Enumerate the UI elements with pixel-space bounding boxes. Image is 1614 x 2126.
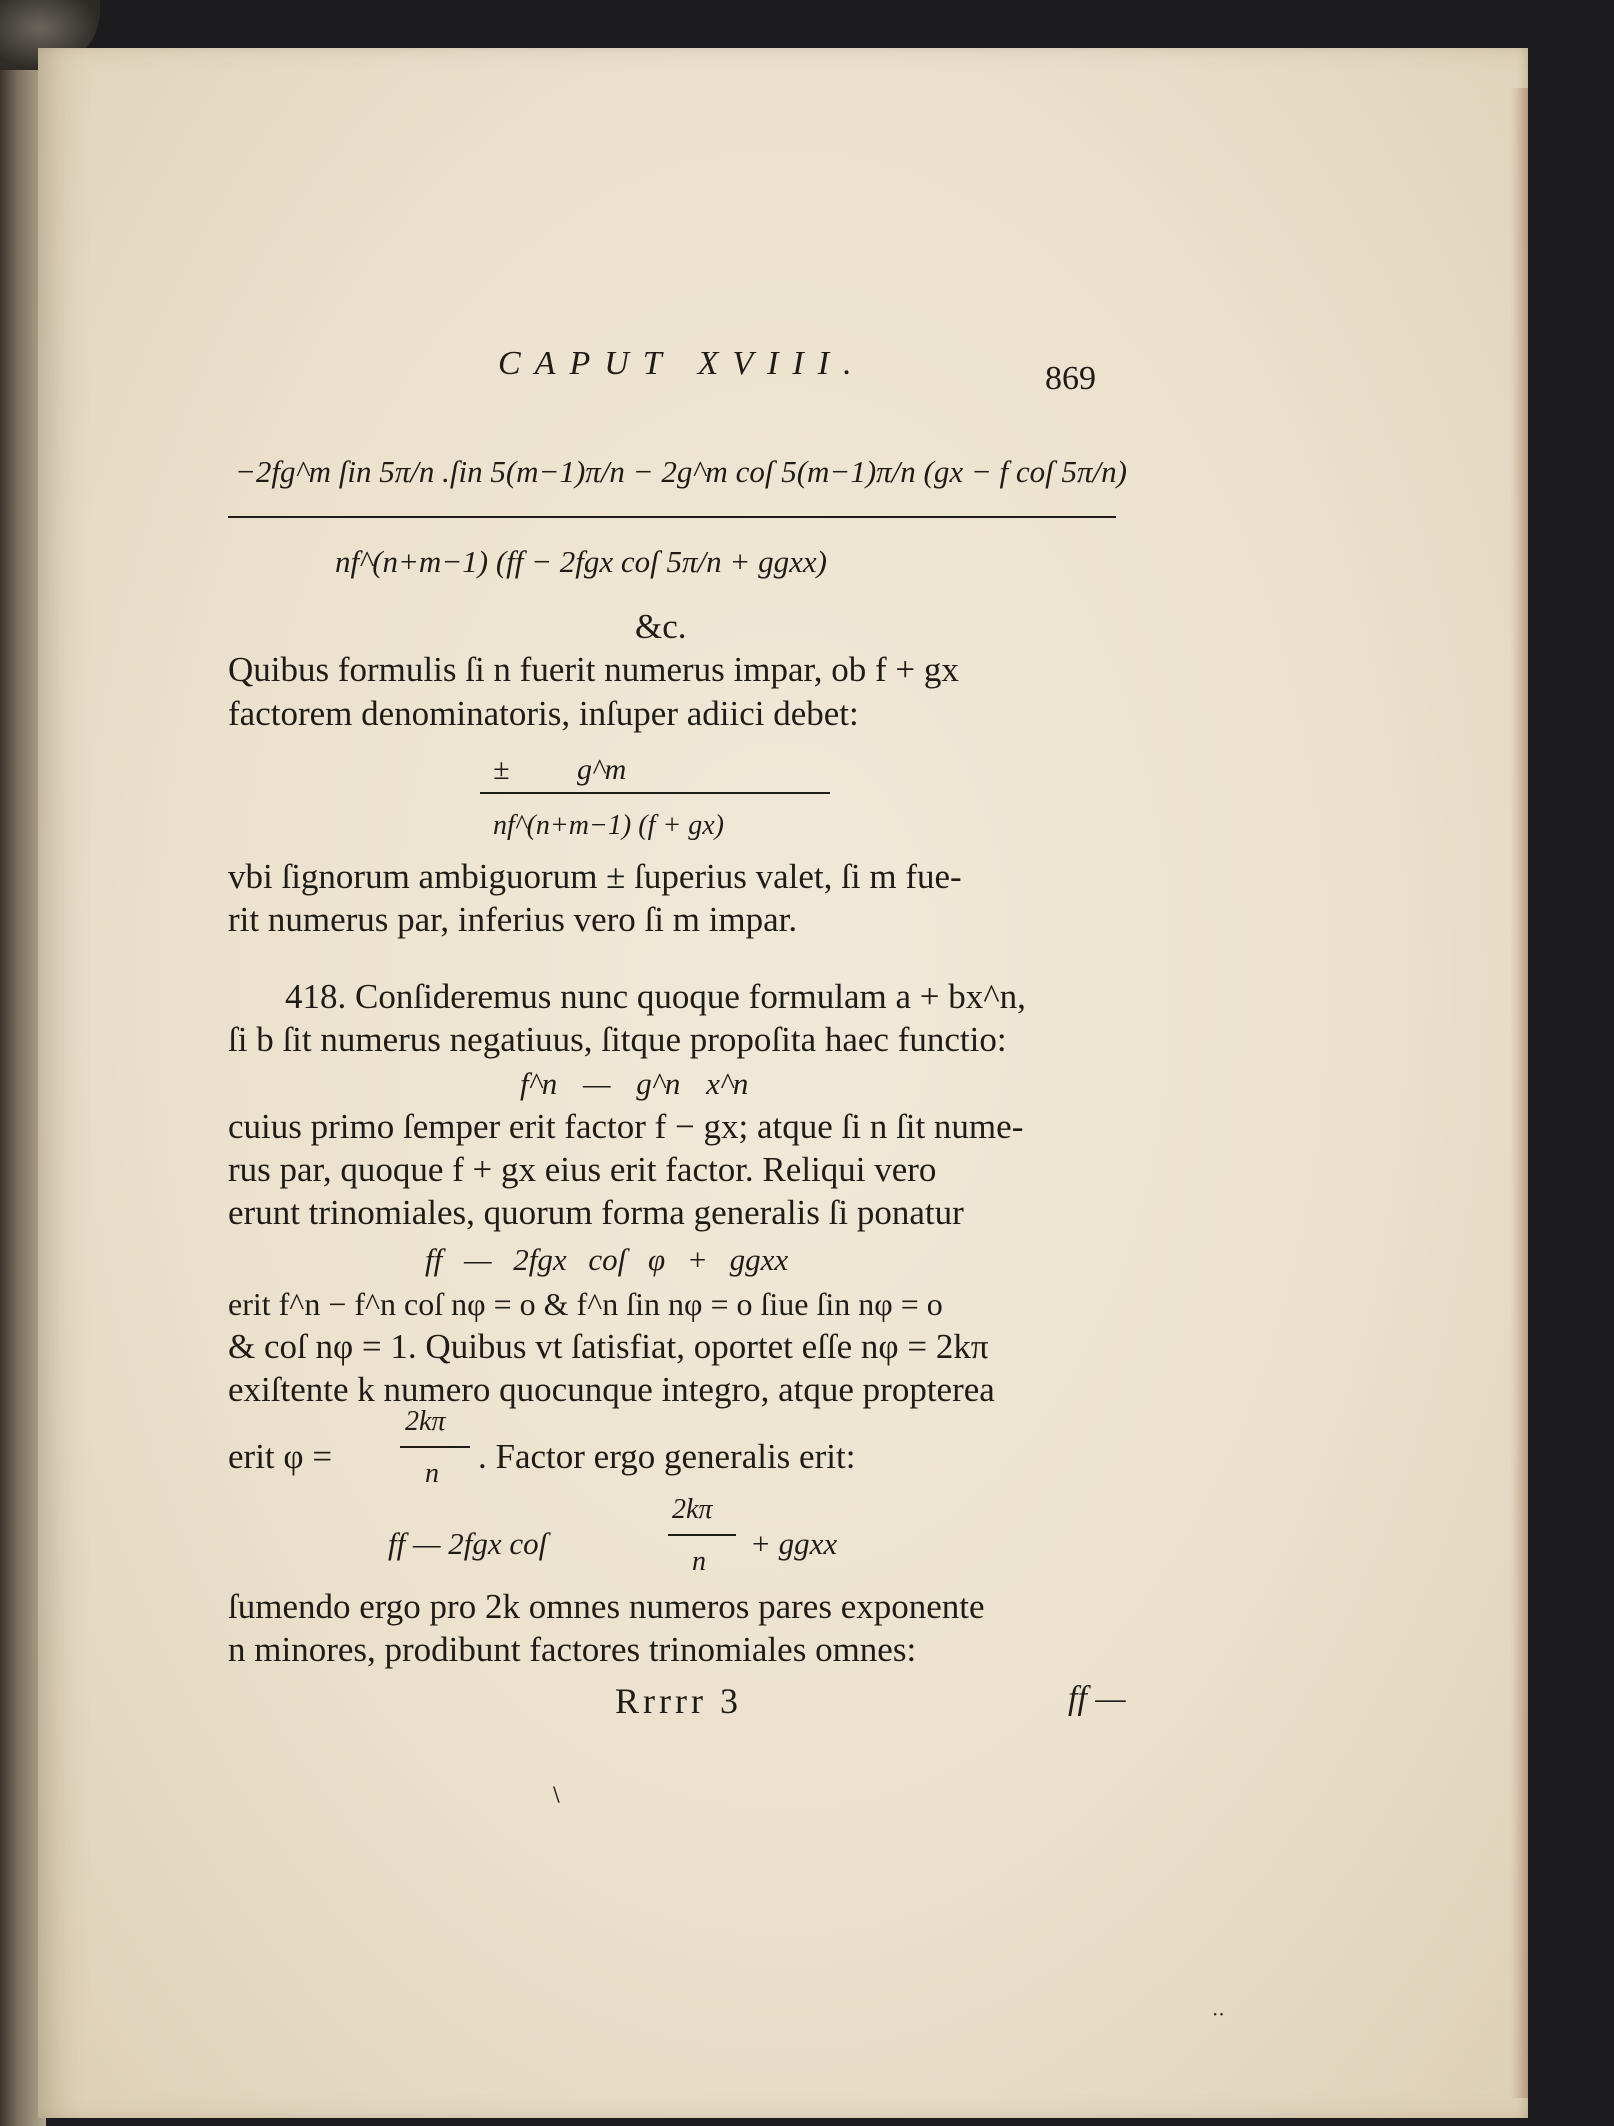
- text-line: exiſtente k numero quocunque integro, atque propterea: [228, 1370, 995, 1409]
- running-title: CAPUT XVIII.: [498, 345, 866, 382]
- formula-pm-fraction-bar: [480, 792, 830, 794]
- fraction-bar: [400, 1446, 470, 1448]
- text-line: vbi ſignorum ambiguorum ± ſuperius valet, ſi m fue-: [228, 857, 962, 896]
- formula-trinomial: ff — 2fgx coſ φ + ggxx: [425, 1242, 789, 1277]
- text-line: . Factor ergo generalis erit:: [478, 1437, 856, 1476]
- text-line: ſi b ſit numerus negatiuus, ſitque propoſita haec functio:: [228, 1020, 1007, 1059]
- text-line: cuius primo ſemper erit factor f − gx; atque ſi n ſit nume-: [228, 1107, 1024, 1146]
- text-line: 418. Conſideremus nunc quoque formulam a + bx^n,: [285, 977, 1026, 1016]
- text-line: & coſ nφ = 1. Quibus vt ſatisfiat, oportet eſſe nφ = 2kπ: [228, 1327, 989, 1366]
- text-line: rit numerus par, inferius vero ſi m impar.: [228, 900, 798, 939]
- formula-fn: f^n — g^n x^n: [520, 1066, 749, 1101]
- formula-top-denominator: nf^(n+m−1) (ff − 2fgx coſ 5π/n + ggxx): [335, 544, 827, 579]
- text-line: rus par, quoque f + gx eius erit factor. Reliqui vero: [228, 1150, 937, 1189]
- fraction-numerator: 2kπ: [405, 1406, 446, 1437]
- formula-top-numerator: −2fg^m ſin 5π/n .ſin 5(m−1)π/n − 2g^m coſ 5(m−1)π/n (gx − f coſ 5π/n): [235, 454, 1127, 489]
- formula-general-b: + ggxx: [750, 1526, 838, 1561]
- page-edge-shadow: [1510, 88, 1528, 2098]
- formula-top-fraction-bar: [228, 516, 1116, 518]
- fraction-numerator: 2kπ: [672, 1494, 713, 1525]
- text-line: Quibus formulis ſi n fuerit numerus impar, ob f + gx: [228, 650, 959, 689]
- formula-general-a: ff — 2fgx coſ: [388, 1526, 548, 1561]
- fraction-bar: [668, 1534, 736, 1536]
- ink-mark: \: [553, 1782, 560, 1806]
- text-line: ſumendo ergo pro 2k omnes numeros pares exponente: [228, 1587, 985, 1626]
- text-line: erunt trinomiales, quorum forma generalis ſi ponatur: [228, 1193, 964, 1232]
- text-line: factorem denominatoris, inſuper adiici debet:: [228, 694, 859, 733]
- catchword: ff —: [1068, 1680, 1126, 1717]
- formula-pm-numerator: ± g^m: [493, 753, 627, 786]
- signature-mark: Rrrrr 3: [615, 1681, 742, 1721]
- etc-mark: &c.: [635, 607, 687, 646]
- formula-pm-denominator: nf^(n+m−1) (f + gx): [493, 810, 724, 841]
- fraction-denominator: n: [425, 1458, 439, 1489]
- text-line: erit f^n − f^n coſ nφ = o & f^n ſin nφ = o ſiue ſin nφ = o: [228, 1286, 943, 1322]
- ink-mark: ··: [1212, 2002, 1225, 2026]
- fraction-denominator: n: [692, 1546, 706, 1577]
- page-number: 869: [1045, 360, 1096, 397]
- text-line: n minores, prodibunt factores trinomiales omnes:: [228, 1630, 917, 1669]
- text-line: erit φ =: [228, 1437, 333, 1476]
